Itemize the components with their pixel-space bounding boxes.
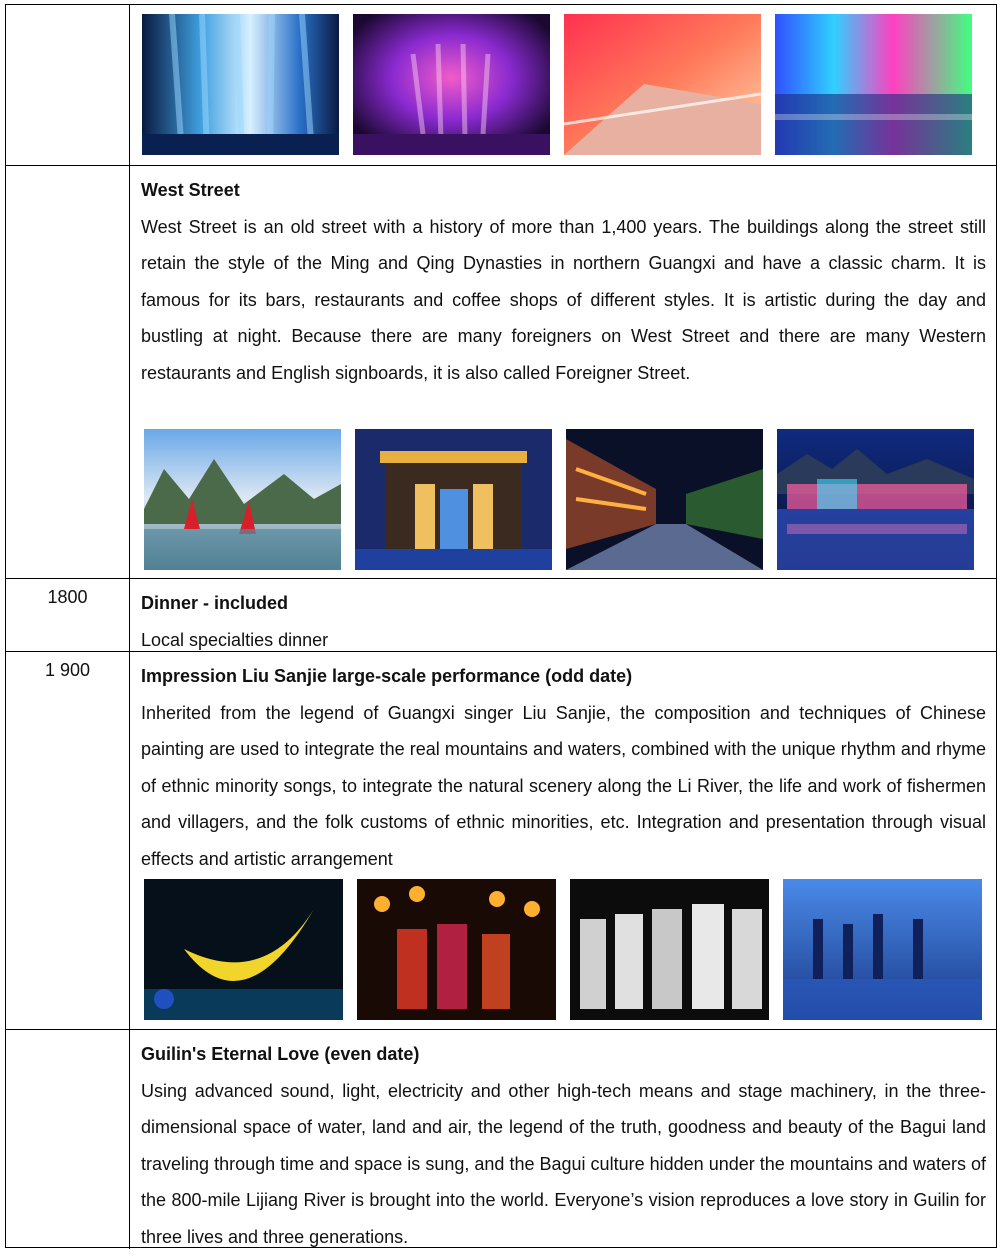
- activity-title: Dinner - included: [141, 593, 289, 613]
- activity-description: Using advanced sound, light, electricity and other high-tech means and stage machinery, in the three-dimensional space of water, land and air, the legend of the truth, goodness and beauty of the Bagui land traveling through time and space is sung, and the Bagui culture hidden under the mountains and waters of the 800-mile Lijiang River is brought into the world. Everyone’s vision reproduces a love story in Guilin for three lives and three generations.: [141, 1080, 986, 1247]
- table-row: [6, 5, 996, 166]
- performance-photo-3: [570, 879, 769, 1020]
- table-row: [6, 579, 996, 652]
- activity-description: West Street is an old street with a history of more than 1,400 years. The buildings along the street still retain the style of the Ming and Qing Dynasties in northern Guangxi and have a classic charm. It is famous for its bars, restaurants and coffee shops of different styles. It is artistic during the day and bustling at night. Because there are many foreigners on West Street and there are many Western restaurants and English signboards, it is also called Foreigner Street.: [141, 216, 986, 383]
- activity-content: [141, 1036, 986, 1255]
- cave-photo-3: [564, 14, 761, 155]
- activity-title: Guilin's Eternal Love (even date): [141, 1044, 420, 1064]
- photo-strip-cave: [142, 14, 972, 155]
- activity-title: West Street: [141, 180, 240, 200]
- photo-strip-west-street: [144, 429, 974, 570]
- activity-description: Local specialties dinner: [141, 629, 329, 650]
- west-street-photo-3: [566, 429, 763, 570]
- cave-photo-1: [142, 14, 339, 155]
- activity-content: [141, 585, 986, 658]
- table-row: [6, 166, 996, 579]
- time-cell: 1800: [47, 587, 88, 607]
- west-street-photo-1: [144, 429, 341, 570]
- performance-photo-4: [783, 879, 982, 1020]
- performance-photo-2: [357, 879, 556, 1020]
- west-street-photo-2: [355, 429, 552, 570]
- activity-description: Inherited from the legend of Guangxi singer Liu Sanjie, the composition and techniques of Chinese painting are used to integrate the real mountains and waters, combined with the unique rhythm and rhyme of ethnic minority songs, to integrate the natural scenery along the Li River, the life and work of fishermen and villagers, and the folk customs of ethnic minorities, etc. Integration and presentation through visual effects and artistic arrangement: [141, 702, 986, 869]
- table-row: [6, 1030, 996, 1249]
- itinerary-table: [5, 4, 997, 1248]
- cave-photo-4: [775, 14, 972, 155]
- performance-photo-1: [144, 879, 343, 1020]
- activity-content: [141, 172, 986, 391]
- table-row: [6, 652, 996, 1030]
- time-cell: 1 900: [44, 660, 91, 680]
- activity-content: [141, 658, 986, 877]
- west-street-photo-4: [777, 429, 974, 570]
- photo-strip-performance: [144, 879, 982, 1020]
- activity-title: Impression Liu Sanjie large-scale performance (odd date): [141, 666, 633, 686]
- cave-photo-2: [353, 14, 550, 155]
